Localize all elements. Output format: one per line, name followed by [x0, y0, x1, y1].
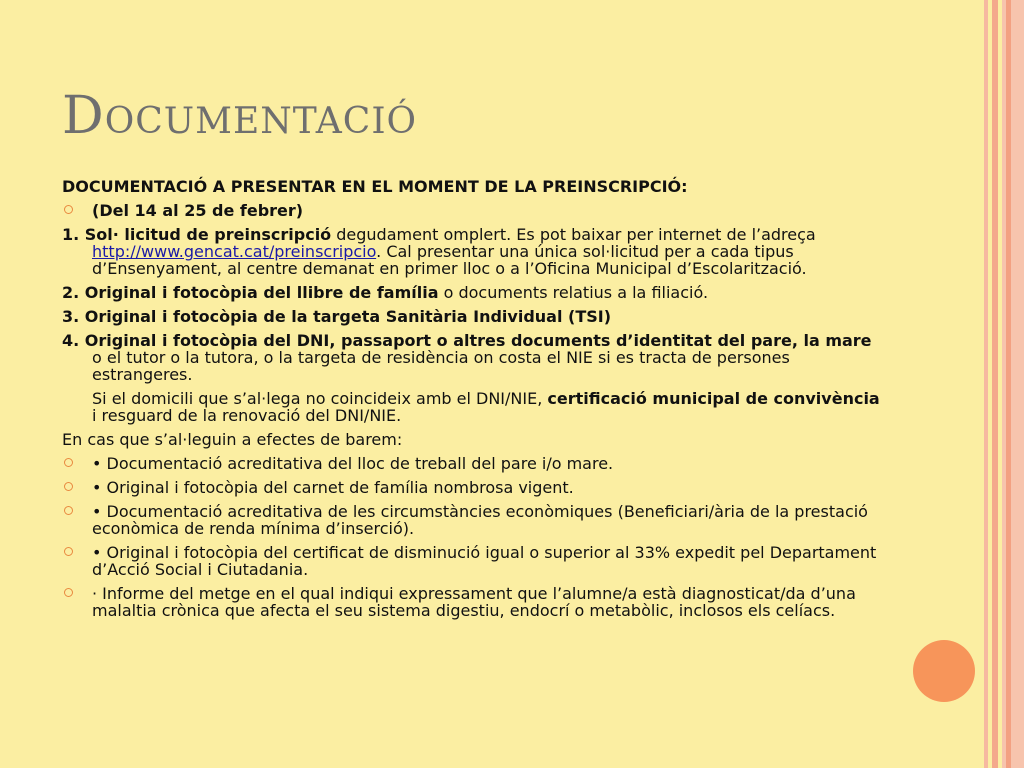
- slide-content: [62, 178, 882, 626]
- bullet-ring-icon: [64, 547, 73, 556]
- slide-title: Documentació: [62, 86, 418, 146]
- bullet-ring-icon: [64, 506, 73, 515]
- stripe-thin: [984, 0, 988, 768]
- domicile-note: Si el domicili que s’al·lega no coincideix amb el DNI/NIE, certificació municipal de convivència i resguard de la renovació del DNI/NIE.: [92, 389, 880, 425]
- stripe-dark: [1006, 0, 1011, 768]
- preinscription-link[interactable]: http://www.gencat.cat/preinscripcio: [92, 242, 377, 261]
- section-heading: DOCUMENTACIÓ A PRESENTAR EN EL MOMENT DE LA PREINSCRIPCIÓ:: [62, 177, 688, 196]
- document-item-2: 2. Original i fotocòpia del llibre de família o documents relatius a la filiació.: [62, 283, 709, 302]
- barem-item: • Original i fotocòpia del certificat de disminució igual o superior al 33% expedit pel Departament d’Acció Social i Ciutadania.: [62, 544, 882, 578]
- dates-item: (Del 14 al 25 de febrer): [62, 202, 882, 219]
- barem-item: · Informe del metge en el qual indiqui expressament que l’alumne/a està diagnosticat/da d’una malaltia crònica que afecta el seu sistema digestiu, endocrí o metabòlic, inclosos els celíacs.: [62, 585, 882, 619]
- barem-item: • Documentació acreditativa del lloc de treball del pare i/o mare.: [62, 455, 882, 472]
- bullet-ring-icon: [64, 458, 73, 467]
- bullet-ring-icon: [64, 482, 73, 491]
- bullet-ring-icon: [64, 588, 73, 597]
- decorative-circle: [913, 640, 975, 702]
- barem-intro: En cas que s’al·leguin a efectes de barem:: [62, 430, 403, 449]
- decorative-stripes: [984, 0, 1024, 768]
- barem-item: • Original i fotocòpia del carnet de família nombrosa vigent.: [62, 479, 882, 496]
- bullet-ring-icon: [64, 205, 73, 214]
- document-item-3: 3. Original i fotocòpia de la targeta Sanitària Individual (TSI): [62, 307, 612, 326]
- document-item-4: 4. Original i fotocòpia del DNI, passaport o altres documents d’identitat del pare, la mare o el tutor o la tutora, o la targeta de residència on costa el NIE si es tracta de persones estrangeres.: [62, 331, 872, 384]
- stripe-medium: [992, 0, 998, 768]
- document-item-1: 1. Sol· licitud de preinscripció degudament omplert. Es pot baixar per internet de l’adreça http://www.gencat.cat/preinscripcio. Cal presentar una única sol·licitud per a cada tipus d’Ensenyament, al centre demanat en primer lloc o a l’Oficina Municipal d’Escolarització.: [62, 225, 816, 278]
- barem-item: • Documentació acreditativa de les circumstàncies econòmiques (Beneficiari/ària de la prestació econòmica de renda mínima d’inserció).: [62, 503, 882, 537]
